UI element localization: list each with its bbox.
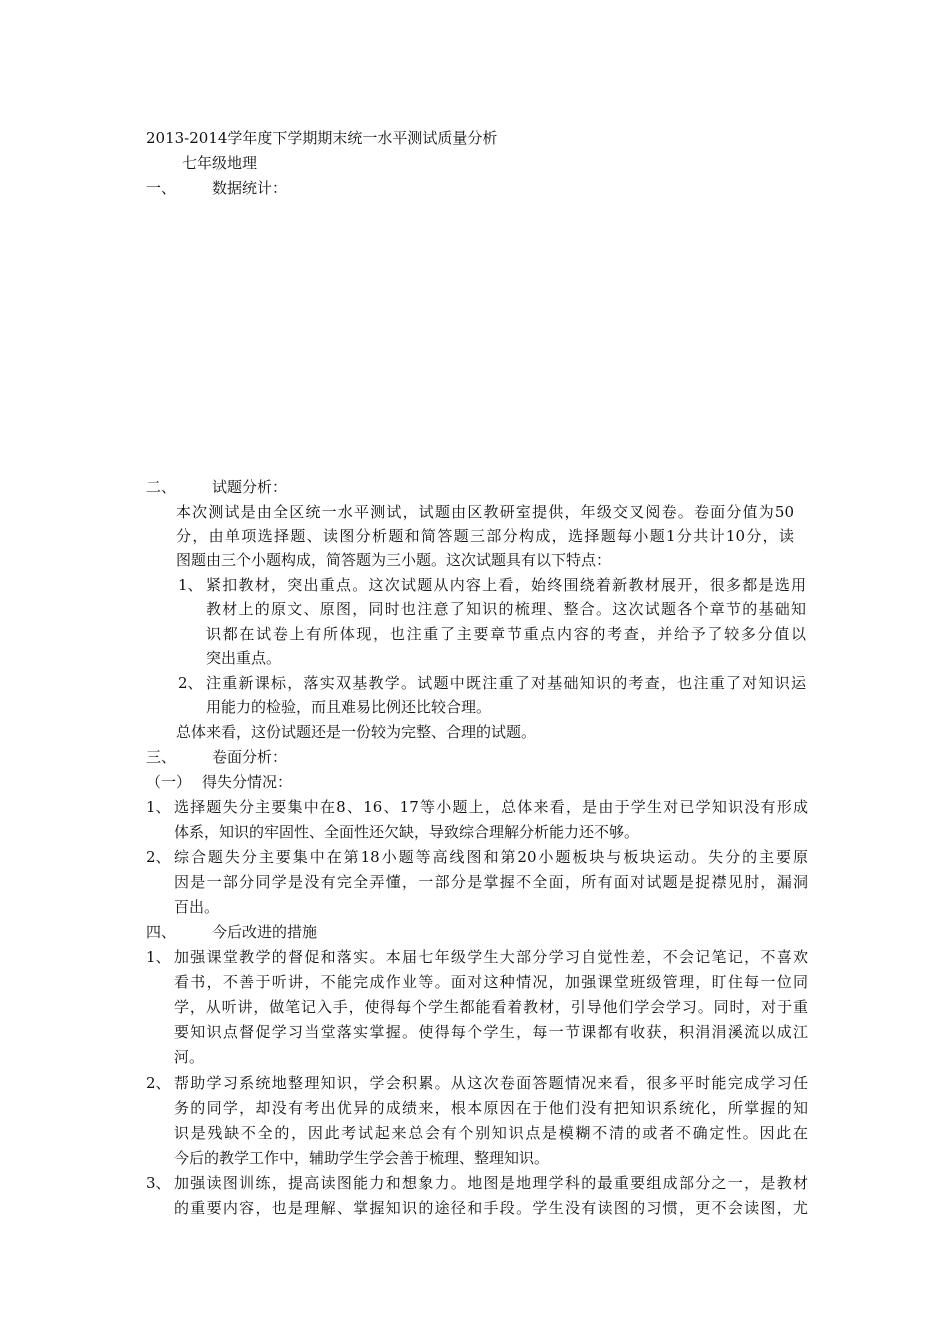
s2-point-1-number: 1、 xyxy=(178,576,203,594)
s4-point-2-line: 识是残缺不全的，因此考试起来总会有个别知识点是模糊不清的或者不确定性。因此在 xyxy=(174,1124,808,1142)
s4-point-3-line: 的重要内容，也是理解、掌握知识的途径和手段。学生没有读图的习惯，更不会读图，尤 xyxy=(174,1199,808,1217)
section-3-heading: 卷面分析： xyxy=(212,748,288,766)
s3-point-2-line: 因是一部分同学是没有完全弄懂，一部分是掌握不全面，所有面对试题是捉襟见肘，漏洞 xyxy=(174,873,808,891)
section-3-sub-heading: 得失分情况： xyxy=(202,773,293,791)
s4-point-2-number: 2、 xyxy=(146,1074,171,1092)
s3-point-1-line: 选择题失分主要集中在8、16、17等小题上，总体来看，是由于学生对已学知识没有形成 xyxy=(174,798,808,816)
section-1-heading: 数据统计： xyxy=(212,179,288,197)
s2-point-1-line: 突出重点。 xyxy=(206,649,282,667)
s2-point-2-line: 用能力的检验，而且难易比例还比较合理。 xyxy=(206,698,492,716)
section-4-heading: 今后改进的措施 xyxy=(212,923,318,941)
s4-point-1-line: 看书，不善于听讲，不能完成作业等。面对这种情况，加强课堂班级管理，盯住每一位同 xyxy=(174,973,808,991)
section-4-number: 四、 xyxy=(146,923,177,941)
document-title: 2013-2014学年度下学期期末统一水平测试质量分析 xyxy=(146,129,498,147)
s4-point-1-line: 河。 xyxy=(174,1048,205,1066)
s3-point-2-line: 百出。 xyxy=(174,898,220,916)
s4-point-2-line: 今后的教学工作中，辅助学生学会善于梳理、整理知识。 xyxy=(174,1149,550,1167)
s4-point-3-line: 加强读图训练，提高读图能力和想象力。地图是地理学科的最重要组成部分之一，是教材 xyxy=(174,1174,808,1192)
s3-point-2-number: 2、 xyxy=(146,848,171,866)
s3-point-1-line: 体系，知识的牢固性、全面性还欠缺，导致综合理解分析能力还不够。 xyxy=(174,823,640,841)
s4-point-1-line: 学，从听讲，做笔记入手，使得每个学生都能看着教材，引导他们学会学习。同时，对于重 xyxy=(174,998,808,1016)
s2-intro-line: 分，由单项选择题、读图分析题和简答题三部分构成，选择题每小题1分共计10分，读 xyxy=(176,527,794,545)
s4-point-1-line: 要知识点督促学习当堂落实掌握。使得每个学生，每一节课都有收获，积涓涓溪流以成江 xyxy=(174,1023,808,1041)
s4-point-1-line: 加强课堂教学的督促和落实。本届七年级学生大部分学习自觉性差，不会记笔记，不喜欢 xyxy=(174,948,808,966)
s2-point-2-line: 注重新课标，落实双基教学。试题中既注重了对基础知识的考查，也注重了对知识运 xyxy=(206,674,806,692)
s4-point-1-number: 1、 xyxy=(146,948,171,966)
s2-intro-line: 图题由三个小题构成，简答题为三小题。这次试题具有以下特点： xyxy=(176,551,612,569)
s2-intro-line: 本次测试是由全区统一水平测试，试题由区教研室提供，年级交叉阅卷。卷面分值为50 xyxy=(176,503,794,521)
section-1-number: 一、 xyxy=(146,179,177,197)
s3-point-1-number: 1、 xyxy=(146,798,171,816)
s4-point-2-line: 务的同学，却没有考出优异的成绩来，根本原因在于他们没有把知识系统化，所掌握的知 xyxy=(174,1099,808,1117)
s4-point-2-line: 帮助学习系统地整理知识，学会积累。从这次卷面答题情况来看，很多平时能完成学习任 xyxy=(174,1074,808,1092)
section-3-number: 三、 xyxy=(146,748,177,766)
document-subtitle: 七年级地理 xyxy=(182,154,258,172)
s3-point-2-line: 综合题失分主要集中在第18小题等高线图和第20小题板块与板块运动。失分的主要原 xyxy=(174,848,808,866)
s2-summary: 总体来看，这份试题还是一份较为完整、合理的试题。 xyxy=(176,723,537,741)
s2-point-1-line: 紧扣教材，突出重点。这次试题从内容上看，始终围绕着新教材展开，很多都是选用 xyxy=(206,576,806,594)
section-2-heading: 试题分析： xyxy=(212,478,288,496)
section-2-number: 二、 xyxy=(146,478,177,496)
s2-point-1-line: 识都在试卷上有所体现，也注重了主要章节重点内容的考查，并给予了较多分值以 xyxy=(206,625,806,643)
section-3-sub-number: （一） xyxy=(146,773,192,791)
s2-point-2-number: 2、 xyxy=(178,674,203,692)
s4-point-3-number: 3、 xyxy=(146,1174,171,1192)
s2-point-1-line: 教材上的原文、原图，同时也注意了知识的梳理、整合。这次试题各个章节的基础知 xyxy=(206,600,806,618)
